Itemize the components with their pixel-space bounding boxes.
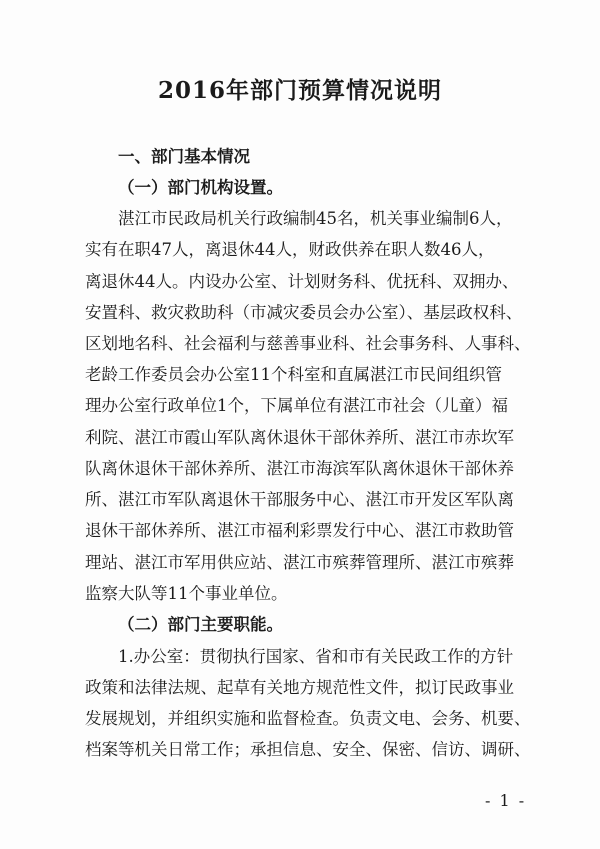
paragraph-line: 安置科、救灾救助科（市减灾委员会办公室）、基层政权科、 (85, 303, 523, 322)
paragraph-line: 利院、湛江市霞山军队离休退休干部休养所、湛江市赤坎军 (85, 428, 514, 447)
paragraph-line: 所、湛江市军队离退休干部服务中心、湛江市开发区军队离 (85, 490, 514, 509)
subsection-heading: （一）部门机构设置。 (118, 178, 283, 197)
section-heading: 一、部门基本情况 (118, 147, 250, 166)
paragraph-line: 老龄工作委员会办公室11个科室和直属湛江市民间组织管 (85, 365, 502, 384)
paragraph-line: 理办公室行政单位1个，下属单位有湛江市社会（儿童）福 (85, 396, 508, 415)
paragraph-line: 离退休44人。内设办公室、计划财务科、优抚科、双拥办、 (85, 272, 519, 291)
paragraph-line: 湛江市民政局机关行政编制45名，机关事业编制6人， (118, 209, 513, 228)
paragraph-line: 监察大队等11个事业单位。 (85, 584, 288, 603)
subsection-heading: （二）部门主要职能。 (118, 615, 283, 634)
paragraph-line: 退休干部休养所、湛江市福利彩票发行中心、湛江市救助管 (85, 521, 514, 540)
paragraph-line: 理站、湛江市军用供应站、湛江市殡葬管理所、湛江市殡葬 (85, 553, 514, 572)
paragraph-line: 发展规划，并组织实施和监督检查。负责文电、会务、机要、 (85, 709, 531, 728)
paragraph-line: 政策和法律法规、起草有关地方规范性文件，拟订民政事业 (85, 678, 514, 697)
paragraph-line: 1.办公室：贯彻执行国家、省和市有关民政工作的方针 (118, 647, 514, 666)
paragraph-line: 队离休退休干部休养所、湛江市海滨军队离休退休干部休养 (85, 459, 514, 478)
page-number: - 1 - (485, 791, 527, 810)
paragraph-line: 实有在职47人，离退休44人，财政供养在职人数46人， (85, 240, 495, 259)
paragraph-line: 档案等机关日常工作；承担信息、安全、保密、信访、调研、 (85, 740, 531, 759)
paragraph-line: 区划地名科、社会福利与慈善事业科、社会事务科、人事科、 (85, 334, 531, 353)
document-title: 2016年部门预算情况说明 (157, 77, 442, 104)
